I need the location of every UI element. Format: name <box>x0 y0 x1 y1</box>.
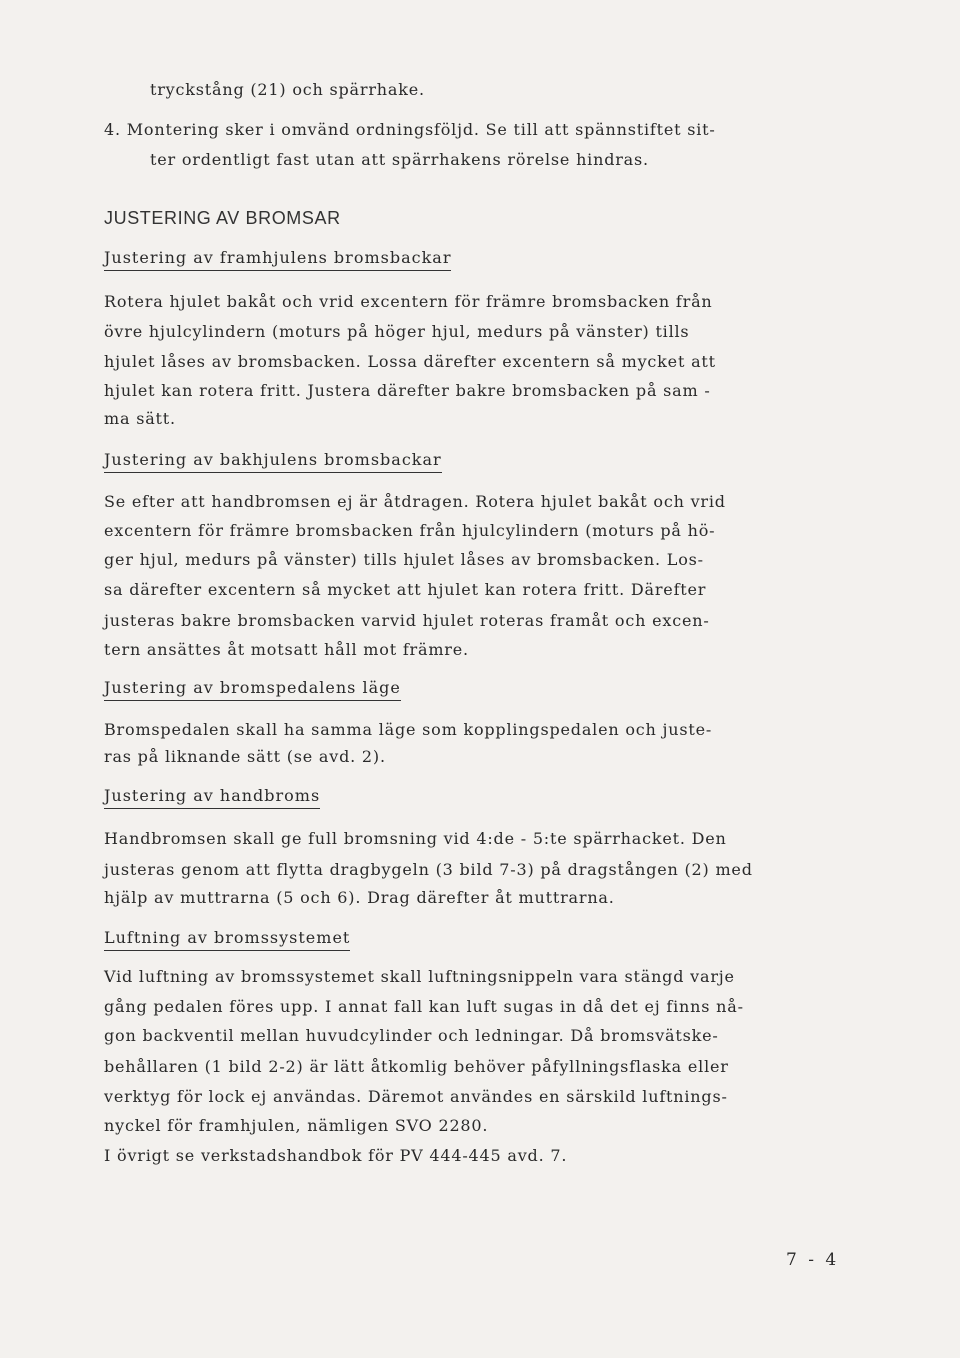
intro-line-2: 4. Montering sker i omvänd ordningsföljd. Se till att spännstiftet sit- <box>104 120 716 139</box>
section-1-line-2: övre hjulcylindern (moturs på höger hjul, medurs på vänster) tills <box>104 322 690 341</box>
intro-line-1: tryckstång (21) och spärrhake. <box>150 80 425 99</box>
section-2-line-1: Se efter att handbromsen ej är åtdragen. Rotera hjulet bakåt och vrid <box>104 492 726 511</box>
section-2-line-3: ger hjul, medurs på vänster) tills hjulet låses av bromsbacken. Los- <box>104 550 704 569</box>
section-1-line-3: hjulet låses av bromsbacken. Lossa därefter excentern så mycket att <box>104 352 716 371</box>
intro-line-3: ter ordentligt fast utan att spärrhakens rörelse hindras. <box>150 150 649 169</box>
section-2-line-6: tern ansättes åt motsatt håll mot främre. <box>104 640 469 659</box>
section-1-line-5: ma sätt. <box>104 409 176 428</box>
section-5-line-7: I övrigt se verkstadshandbok för PV 444-445 avd. 7. <box>104 1146 568 1165</box>
section-2-line-4: sa därefter excentern så mycket att hjulet kan rotera fritt. Därefter <box>104 580 707 599</box>
section-1-line-1: Rotera hjulet bakåt och vrid excentern för främre bromsbacken från <box>104 292 713 311</box>
section-1-line-4: hjulet kan rotera fritt. Justera därefter bakre bromsbacken på sam - <box>104 381 711 400</box>
section-5-line-5: verktyg för lock ej användas. Däremot användes en särskild luftnings- <box>104 1087 728 1106</box>
section-4-line-3: hjälp av muttrarna (5 och 6). Drag därefter åt muttrarna. <box>104 888 615 907</box>
page-number: 7 - 4 <box>786 1250 840 1270</box>
section-4-line-2: justeras genom att flytta dragbygeln (3 bild 7-3) på dragstången (2) med <box>104 860 753 879</box>
section-4-line-1: Handbromsen skall ge full bromsning vid 4:de - 5:te spärrhacket. Den <box>104 829 727 848</box>
section-2-line-5: justeras bakre bromsbacken varvid hjulet roteras framåt och excen- <box>104 611 710 630</box>
section-heading-handbrake: Justering av handbroms <box>104 786 320 809</box>
section-2-line-2: excentern för främre bromsbacken från hjulcylindern (moturs på hö- <box>104 521 716 540</box>
main-heading: JUSTERING AV BROMSAR <box>104 208 341 228</box>
section-5-line-4: behållaren (1 bild 2-2) är lätt åtkomlig behöver påfyllningsflaska eller <box>104 1057 729 1076</box>
section-5-line-3: gon backventil mellan huvudcylinder och ledningar. Då bromsvätske- <box>104 1026 719 1045</box>
section-heading-bleeding: Luftning av bromssystemet <box>104 928 350 951</box>
section-3-line-2: ras på liknande sätt (se avd. 2). <box>104 747 386 766</box>
section-heading-brake-pedal: Justering av bromspedalens läge <box>104 678 401 701</box>
section-5-line-1: Vid luftning av bromssystemet skall luftningsnippeln vara stängd varje <box>104 967 735 986</box>
section-5-line-2: gång pedalen föres upp. I annat fall kan luft sugas in då det ej finns nå- <box>104 997 744 1016</box>
section-5-line-6: nyckel för framhjulen, nämligen SVO 2280. <box>104 1116 489 1135</box>
section-3-line-1: Bromspedalen skall ha samma läge som kopplingspedalen och juste- <box>104 720 713 739</box>
section-heading-rear-brakes: Justering av bakhjulens bromsbackar <box>104 450 442 473</box>
section-heading-front-brakes: Justering av framhjulens bromsbackar <box>104 248 451 271</box>
